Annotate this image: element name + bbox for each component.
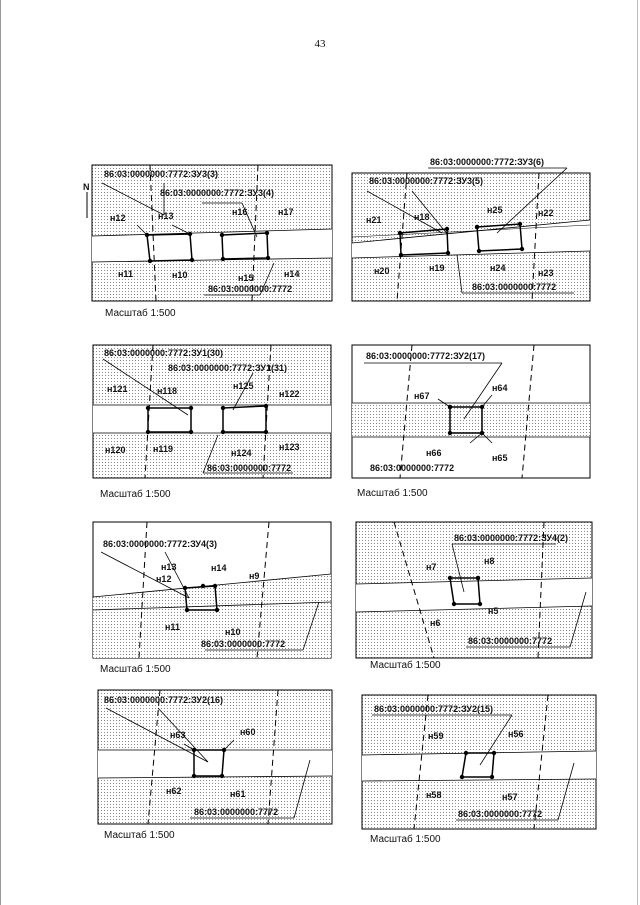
point-label: н123 — [279, 442, 300, 452]
point-label: н8 — [484, 556, 495, 566]
cadastral-label: 86:03:0000000:7772:ЗУ2(15) — [374, 704, 493, 714]
scheme-1 — [92, 165, 332, 305]
cadastral-label: 86:03:0000000:7772 — [208, 284, 293, 294]
scale-label: Масштаб 1:500 — [357, 488, 428, 499]
cadastral-label: 86:03:0000000:7772:ЗУ4(2) — [454, 533, 568, 543]
point-label: н64 — [492, 383, 508, 393]
point-label: н10 — [172, 270, 188, 280]
cadastral-label: 86:03:0000000:7772 — [207, 463, 292, 473]
page-number: 43 — [314, 38, 326, 50]
point-label: н5 — [488, 606, 499, 616]
point-label: н12 — [156, 574, 172, 584]
cadastral-label: 86:03:0000000:7772 — [370, 463, 455, 473]
scale-label: Масштаб 1:500 — [370, 660, 441, 671]
scale-label: Масштаб 1:500 — [370, 834, 441, 845]
road-strip — [98, 750, 332, 778]
north-arrow-icon — [80, 180, 94, 220]
cadastral-label: 86:03:0000000:7772 — [458, 809, 543, 819]
point-label: н23 — [538, 268, 554, 278]
scheme-7 — [98, 690, 338, 830]
cadastral-label: 86:03:0000000:7772:ЗУ3(5) — [369, 176, 483, 186]
point-label: н119 — [153, 444, 173, 454]
scale-label: Масштаб 1:500 — [100, 489, 171, 500]
point-label: н16 — [232, 207, 248, 217]
page-edge-left — [0, 0, 1, 905]
point-label: н65 — [492, 453, 508, 463]
cadastral-label: 86:03:0000000:7772:ЗУ3(3) — [104, 169, 218, 179]
point-label: н61 — [230, 789, 246, 799]
cadastral-label: 86:03:0000000:7772 — [194, 807, 279, 817]
scheme-2 — [352, 157, 592, 305]
point-label: н6 — [430, 618, 441, 628]
point-label: н18 — [414, 212, 430, 222]
point-label: н59 — [428, 731, 444, 741]
point-label: н121 — [107, 384, 128, 394]
point-label: н63 — [170, 730, 186, 740]
point-label: н25 — [487, 205, 503, 215]
point-label: н9 — [249, 571, 260, 581]
scheme-5 — [93, 522, 333, 662]
point-label: н62 — [166, 786, 182, 796]
point-label: н13 — [161, 562, 177, 572]
point-label: н14 — [211, 563, 227, 573]
cadastral-label: 86:03:0000000:7772:ЗУ4(3) — [103, 539, 217, 549]
scheme-3 — [93, 345, 333, 480]
point-label: н122 — [279, 389, 300, 399]
cadastral-label: 86:03:0000000:7772:ЗУ2(17) — [366, 351, 485, 361]
cadastral-label: 86:03:0000000:7772 — [472, 282, 557, 292]
cadastral-label: 86:03:0000000:7772:ЗУ3(6) — [430, 157, 544, 167]
point-label: н67 — [414, 391, 430, 401]
point-label: н24 — [490, 263, 506, 273]
page-edge-right — [637, 0, 638, 905]
cadastral-label: 86:03:0000000:7772:ЗУ2(16) — [104, 695, 223, 705]
point-label: н124 — [231, 448, 252, 458]
road-strip — [93, 405, 331, 433]
cadastral-label: 86:03:0000000:7772 — [201, 639, 286, 649]
point-label: н14 — [284, 269, 300, 279]
point-label: н21 — [366, 215, 382, 225]
point-label: н20 — [374, 266, 390, 276]
point-label: н17 — [278, 207, 294, 217]
point-label: н13 — [158, 211, 174, 221]
scheme-6 — [356, 522, 596, 662]
point-label: н12 — [110, 213, 126, 223]
scheme-8 — [362, 695, 602, 835]
point-label: н125 — [233, 381, 254, 391]
point-label: н118 — [157, 386, 177, 396]
cadastral-label: 86:03:0000000:7772:ЗУ1(30) — [104, 348, 223, 358]
point-label: н11 — [165, 622, 180, 632]
cadastral-label: 86:03:0000000:7772 — [468, 636, 553, 646]
point-label: н15 — [238, 273, 254, 283]
point-label: н10 — [225, 627, 241, 637]
point-label: н7 — [426, 562, 437, 572]
point-label: н58 — [426, 790, 442, 800]
point-label: н120 — [105, 445, 126, 455]
scale-label: Масштаб 1:500 — [100, 664, 171, 675]
point-label: н56 — [508, 729, 524, 739]
svg-text:N: N — [83, 182, 90, 192]
scale-label: Масштаб 1:500 — [105, 308, 176, 319]
scheme-4 — [352, 345, 592, 480]
cadastral-label: 86:03:0000000:7772:ЗУ3(4) — [160, 188, 274, 198]
point-label: н19 — [429, 263, 445, 273]
point-label: н11 — [118, 269, 133, 279]
scale-label: Масштаб 1:500 — [104, 830, 175, 841]
point-label: н57 — [502, 792, 518, 802]
point-label: н22 — [538, 208, 554, 218]
point-label: н60 — [240, 727, 256, 737]
cadastral-label: 86:03:0000000:7772:ЗУ1(31) — [168, 363, 287, 373]
point-label: н66 — [426, 448, 442, 458]
